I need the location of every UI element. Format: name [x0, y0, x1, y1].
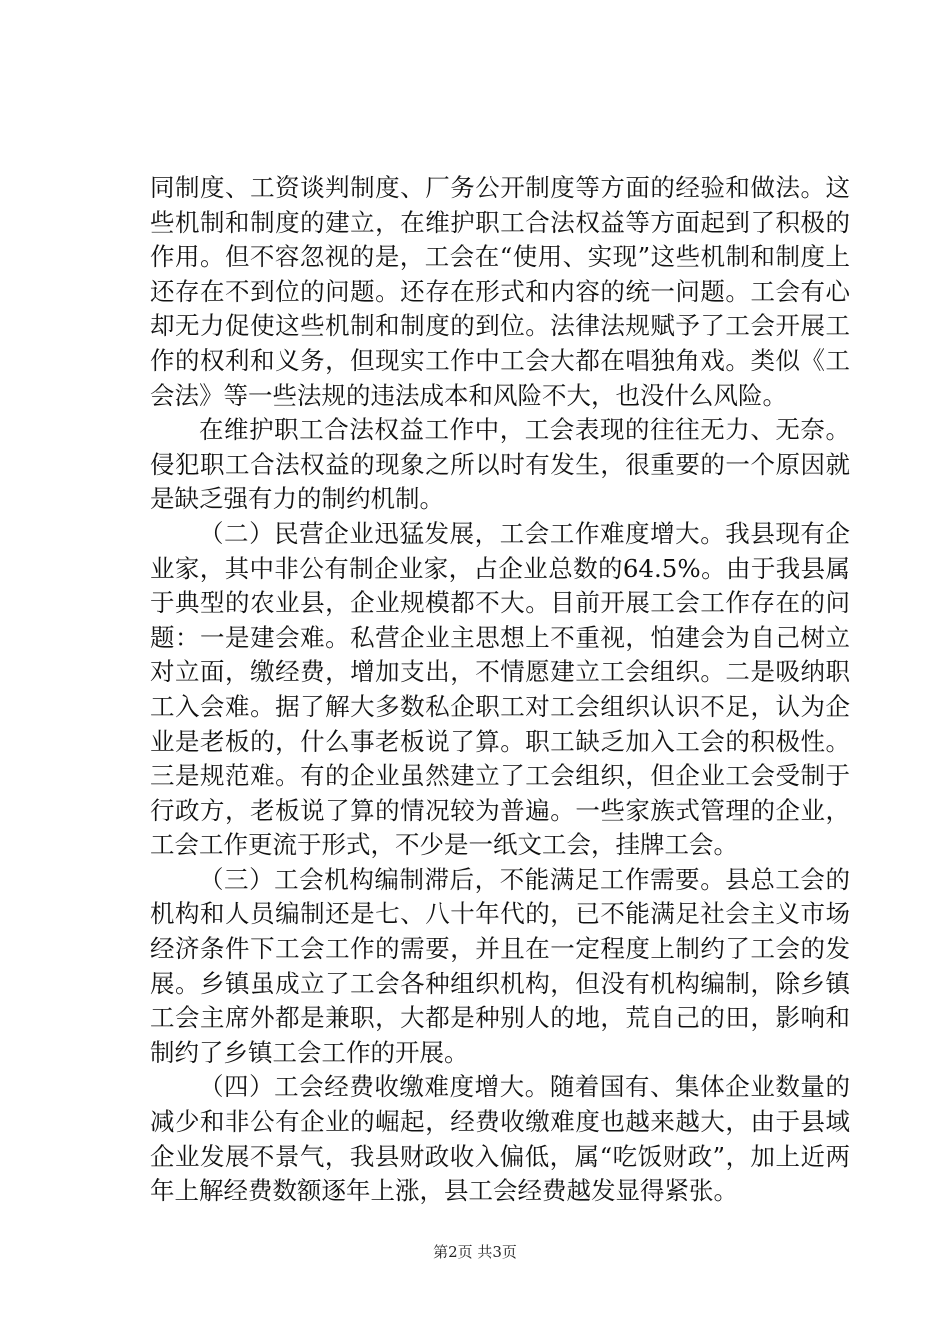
- paragraph-4: （三）工会机构编制滞后，不能满足工作需要。县总工会的机构和人员编制还是七、八十年代的，已不能满足社会主义市场经济条件下工会工作的需要，并且在一定程度上制约了工会的发展。乡镇虽成立了工会各种组织机构，但没有机构编制，除乡镇工会主席外都是兼职，大都是种别人的地，荒自己的田，影响和制约了乡镇工会工作的开展。: [150, 864, 850, 1067]
- paragraph-1: 同制度、工资谈判制度、厂务公开制度等方面的经验和做法。这些机制和制度的建立，在维护职工合法权益等方面起到了积极的作用。但不容忽视的是，工会在“使用、实现”这些机制和制度上还存在不到位的问题。还存在形式和内容的统一问题。工会有心却无力促使这些机制和制度的到位。法律法规赋予了工会开展工作的权利和义务，但现实工作中工会大都在唱独角戏。类似《工会法》等一些法规的违法成本和风险不大，也没什么风险。: [150, 173, 850, 410]
- page-footer: 第2页 共3页: [433, 1243, 517, 1261]
- paragraph-5: （四）工会经费收缴难度增大。随着国有、集体企业数量的减少和非公有企业的崛起，经费收缴难度也越来越大，由于县域企业发展不景气，我县财政收入偏低，属“吃饭财政”，加上近两年上解经费数额逐年上涨，县工会经费越发显得紧张。: [150, 1072, 850, 1206]
- paragraph-3: （二）民营企业迅猛发展，工会工作难度增大。我县现有企业家，其中非公有制企业家，占企业总数的64.5%。由于我县属于典型的农业县，企业规模都不大。目前开展工会工作存在的问题：一是建会难。私营企业主思想上不重视，怕建会为自己树立对立面，缴经费，增加支出，不情愿建立工会组织。二是吸纳职工入会难。据了解大多数私企职工对工会组织认识不足，认为企业是老板的，什么事老板说了算。职工缺乏加入工会的积极性。三是规范难。有的企业虽然建立了工会组织，但企业工会受制于行政方，老板说了算的情况较为普遍。一些家族式管理的企业，工会工作更流于形式，不少是一纸文工会，挂牌工会。: [150, 518, 850, 860]
- document-body: [150, 171, 850, 1209]
- paragraph-2: 在维护职工合法权益工作中，工会表现的往往无力、无奈。侵犯职工合法权益的现象之所以时有发生，很重要的一个原因就是缺乏强有力的制约机制。: [150, 415, 850, 514]
